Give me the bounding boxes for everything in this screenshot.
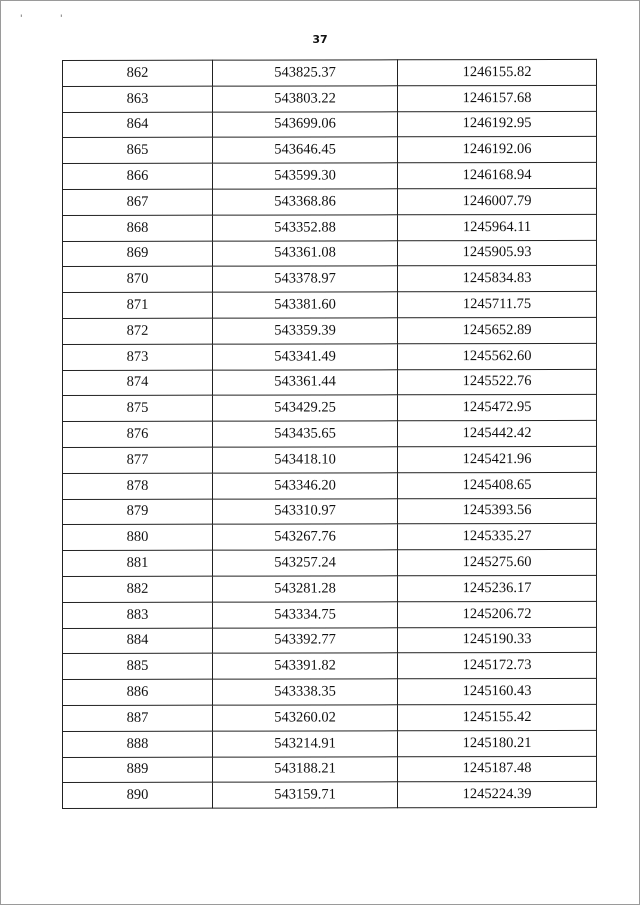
y-coordinate-cell: 1245155.42 [398, 704, 597, 730]
y-coordinate-cell: 1246168.94 [398, 163, 597, 189]
table-row [63, 730, 597, 757]
table-row [63, 653, 597, 680]
point-number-cell: 885 [63, 654, 213, 680]
x-coordinate-cell: 543825.37 [213, 60, 398, 86]
y-coordinate-cell: 1246155.82 [398, 59, 597, 85]
coordinates-table-body [63, 59, 597, 808]
point-number-cell: 867 [63, 189, 213, 215]
table-row [63, 550, 597, 577]
x-coordinate-cell: 543699.06 [213, 111, 398, 137]
point-number-cell: 865 [63, 138, 213, 164]
table-row [63, 472, 597, 499]
x-coordinate-cell: 543214.91 [213, 731, 398, 757]
x-coordinate-cell: 543361.08 [213, 240, 398, 266]
point-number-cell: 874 [63, 370, 213, 396]
table-row [63, 85, 597, 112]
point-number-cell: 879 [63, 499, 213, 525]
y-coordinate-cell: 1245160.43 [398, 679, 597, 705]
x-coordinate-cell: 543381.60 [213, 292, 398, 318]
table-row [63, 137, 597, 164]
x-coordinate-cell: 543310.97 [213, 498, 398, 524]
table-row [63, 575, 597, 602]
y-coordinate-cell: 1246157.68 [398, 85, 597, 111]
point-number-cell: 882 [63, 576, 213, 602]
x-coordinate-cell: 543188.21 [213, 756, 398, 782]
point-number-cell: 866 [63, 163, 213, 189]
x-coordinate-cell: 543352.88 [213, 215, 398, 241]
y-coordinate-cell: 1245421.96 [398, 446, 597, 472]
table-row [63, 188, 597, 215]
x-coordinate-cell: 543599.30 [213, 163, 398, 189]
y-coordinate-cell: 1245408.65 [398, 472, 597, 498]
point-number-cell: 878 [63, 473, 213, 499]
y-coordinate-cell: 1245224.39 [398, 782, 597, 808]
point-number-cell: 880 [63, 525, 213, 551]
y-coordinate-cell: 1245335.27 [398, 524, 597, 550]
y-coordinate-cell: 1245834.83 [398, 266, 597, 292]
table-row [63, 111, 597, 138]
y-coordinate-cell: 1245190.33 [398, 627, 597, 653]
table-row [63, 782, 597, 809]
point-number-cell: 863 [63, 86, 213, 112]
point-number-cell: 870 [63, 267, 213, 293]
table-row [63, 524, 597, 551]
point-number-cell: 876 [63, 421, 213, 447]
x-coordinate-cell: 543346.20 [213, 473, 398, 499]
x-coordinate-cell: 543418.10 [213, 447, 398, 473]
point-number-cell: 873 [63, 344, 213, 370]
y-coordinate-cell: 1245652.89 [398, 317, 597, 343]
point-number-cell: 869 [63, 241, 213, 267]
x-coordinate-cell: 543359.39 [213, 318, 398, 344]
y-coordinate-cell: 1246192.95 [398, 111, 597, 137]
table-row [63, 498, 597, 525]
table-row [63, 266, 597, 293]
x-coordinate-cell: 543338.35 [213, 679, 398, 705]
table-row [63, 446, 597, 473]
table-row [63, 163, 597, 190]
page-number: 37 [312, 33, 328, 46]
x-coordinate-cell: 543159.71 [213, 782, 398, 808]
x-coordinate-cell: 543257.24 [213, 550, 398, 576]
point-number-cell: 889 [63, 757, 213, 783]
y-coordinate-cell: 1245172.73 [398, 653, 597, 679]
table-row [63, 395, 597, 422]
table-row [63, 214, 597, 241]
point-number-cell: 864 [63, 112, 213, 138]
y-coordinate-cell: 1246007.79 [398, 188, 597, 214]
y-coordinate-cell: 1245180.21 [398, 730, 597, 756]
x-coordinate-cell: 543391.82 [213, 653, 398, 679]
point-number-cell: 881 [63, 550, 213, 576]
table-row [63, 679, 597, 706]
y-coordinate-cell: 1245187.48 [398, 756, 597, 782]
y-coordinate-cell: 1245206.72 [398, 601, 597, 627]
y-coordinate-cell: 1245905.93 [398, 240, 597, 266]
scan-mark: ' [60, 14, 63, 24]
y-coordinate-cell: 1245964.11 [398, 214, 597, 240]
table-row [63, 59, 597, 86]
point-number-cell: 888 [63, 731, 213, 757]
point-number-cell: 890 [63, 782, 213, 808]
table-row [63, 421, 597, 448]
x-coordinate-cell: 543361.44 [213, 369, 398, 395]
point-number-cell: 887 [63, 705, 213, 731]
table-row [63, 704, 597, 731]
x-coordinate-cell: 543334.75 [213, 602, 398, 628]
x-coordinate-cell: 543260.02 [213, 705, 398, 731]
table-row [63, 292, 597, 319]
x-coordinate-cell: 543267.76 [213, 524, 398, 550]
y-coordinate-cell: 1245522.76 [398, 369, 597, 395]
y-coordinate-cell: 1245275.60 [398, 550, 597, 576]
x-coordinate-cell: 543341.49 [213, 344, 398, 370]
table-row [63, 627, 597, 654]
point-number-cell: 875 [63, 396, 213, 422]
x-coordinate-cell: 543368.86 [213, 189, 398, 215]
x-coordinate-cell: 543803.22 [213, 86, 398, 112]
y-coordinate-cell: 1245393.56 [398, 498, 597, 524]
table-row [63, 240, 597, 267]
table-row [63, 369, 597, 396]
y-coordinate-cell: 1245472.95 [398, 395, 597, 421]
y-coordinate-cell: 1246192.06 [398, 137, 597, 163]
y-coordinate-cell: 1245711.75 [398, 292, 597, 318]
point-number-cell: 886 [63, 679, 213, 705]
table-row [63, 317, 597, 344]
scan-mark: ' [20, 14, 23, 24]
x-coordinate-cell: 543392.77 [213, 627, 398, 653]
x-coordinate-cell: 543435.65 [213, 421, 398, 447]
table-row [63, 756, 597, 783]
y-coordinate-cell: 1245442.42 [398, 421, 597, 447]
x-coordinate-cell: 543646.45 [213, 137, 398, 163]
x-coordinate-cell: 543429.25 [213, 395, 398, 421]
point-number-cell: 868 [63, 215, 213, 241]
table-row [63, 343, 597, 370]
x-coordinate-cell: 543378.97 [213, 266, 398, 292]
point-number-cell: 872 [63, 318, 213, 344]
point-number-cell: 884 [63, 628, 213, 654]
x-coordinate-cell: 543281.28 [213, 576, 398, 602]
point-number-cell: 883 [63, 602, 213, 628]
point-number-cell: 877 [63, 447, 213, 473]
point-number-cell: 862 [63, 60, 213, 86]
table-row [63, 601, 597, 628]
point-number-cell: 871 [63, 292, 213, 318]
y-coordinate-cell: 1245562.60 [398, 343, 597, 369]
coordinates-table [62, 59, 597, 809]
y-coordinate-cell: 1245236.17 [398, 575, 597, 601]
